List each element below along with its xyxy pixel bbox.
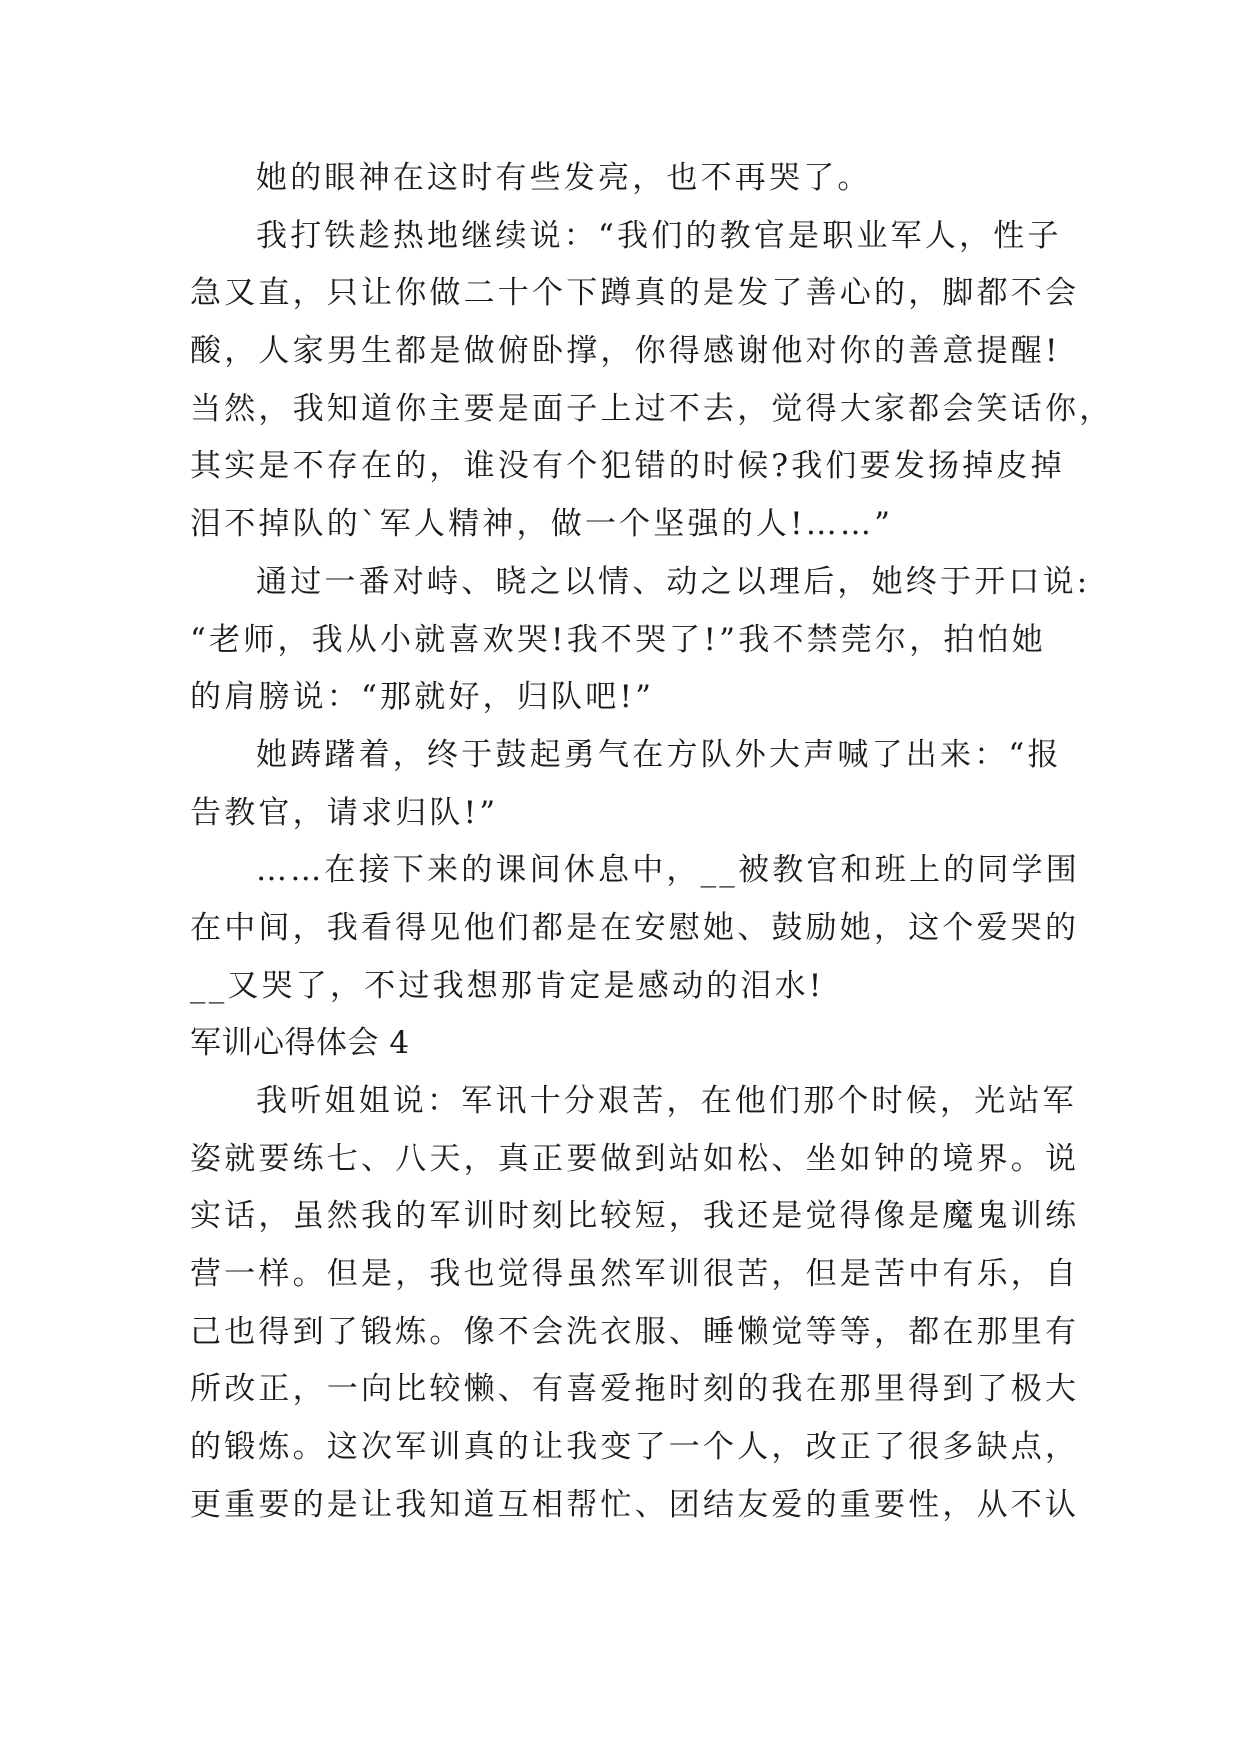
text-line: 通过一番对峙、晓之以情、动之以理后，她终于开口说: (256, 563, 1091, 600)
text-line: 她的眼神在这时有些发亮，也不再哭了。 (256, 160, 872, 196)
text-line: 告教官，请求归队!” (190, 794, 499, 831)
paragraph (190, 554, 1091, 727)
paragraph (190, 727, 1062, 842)
text-line: 实话，虽然我的军训时刻比较短，我还是觉得像是魔鬼训练 (190, 1198, 1080, 1235)
text-line: 我打铁趁热地继续说：“我们的教官是职业军人，性子 (256, 217, 1062, 254)
paragraph (190, 150, 1050, 208)
text-line: 在中间，我看得见他们都是在安慰她、鼓励她，这个爱哭的 (190, 909, 1080, 946)
text-line: 她踌躇着，终于鼓起勇气在方队外大声喊了出来：“报 (256, 736, 1062, 773)
section-heading: 军训心得体会 4 (190, 1025, 410, 1062)
text-line: 己也得到了锻炼。像不会洗衣服、睡懒觉等等，都在那里有 (190, 1313, 1080, 1350)
text-line: ……在接下来的课间休息中，__被教官和班上的同学围 (256, 852, 1080, 889)
paragraph (190, 208, 1114, 554)
text-line: 酸，人家男生都是做俯卧撑，你得感谢他对你的善意提醒! (190, 333, 1061, 370)
text-line: __又哭了，不过我想那肯定是感动的泪水! (190, 967, 825, 1004)
text-line: “老师，我从小就喜欢哭!我不哭了!”我不禁莞尔，拍怕她 (190, 621, 1047, 658)
text-line: 的肩膀说：“那就好，归队吧!” (190, 679, 655, 716)
text-line: 营一样。但是，我也觉得虽然军训很苦，但是苦中有乐，自 (190, 1256, 1080, 1293)
text-line: 的锻炼。这次军训真的让我变了一个人，改正了很多缺点， (190, 1429, 1080, 1466)
text-line: 泪不掉队的`军人精神，做一个坚强的人!……” (190, 506, 894, 543)
text-line: 其实是不存在的，谁没有个犯错的时候?我们要发扬掉皮掉 (190, 448, 1065, 485)
text-line: 姿就要练七、八天，真正要做到站如松、坐如钟的境界。说 (190, 1140, 1080, 1177)
paragraph (190, 842, 1080, 1015)
text-line: 我听姐姐说：军讯十分艰苦，在他们那个时候，光站军 (256, 1083, 1077, 1119)
paragraph (190, 1073, 1080, 1535)
text-line: 更重要的是让我知道互相帮忙、团结友爱的重要性，从不认 (190, 1486, 1080, 1523)
document-page (190, 150, 1114, 1535)
text-line: 急又直，只让你做二十个下蹲真的是发了善心的，脚都不会 (190, 275, 1080, 312)
text-line: 当然，我知道你主要是面子上过不去，觉得大家都会笑话你， (190, 390, 1114, 427)
text-line: 所改正，一向比较懒、有喜爱拖时刻的我在那里得到了极大 (190, 1371, 1080, 1408)
